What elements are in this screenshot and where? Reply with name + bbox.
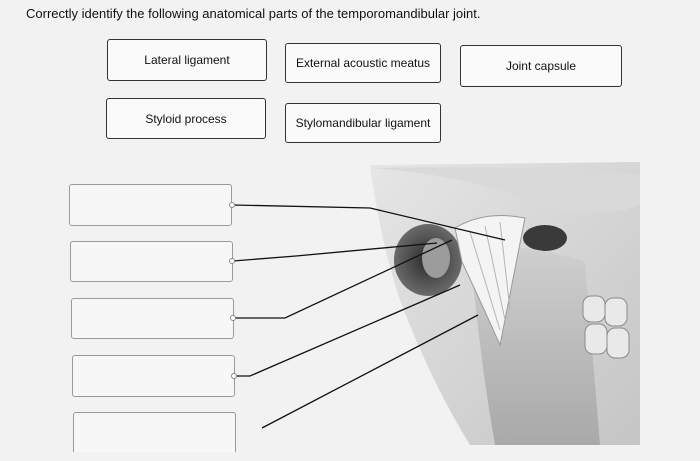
term-external-acoustic-meatus[interactable]: External acoustic meatus bbox=[285, 43, 441, 83]
term-stylomandibular-ligament[interactable]: Stylomandibular ligament bbox=[285, 103, 441, 143]
term-joint-capsule[interactable]: Joint capsule bbox=[460, 45, 622, 87]
drop-target-2[interactable] bbox=[70, 241, 233, 282]
drop-target-4[interactable] bbox=[72, 355, 235, 397]
question-instruction: Correctly identify the following anatomical parts of the temporomandibular joint. bbox=[26, 6, 481, 21]
term-styloid-process[interactable]: Styloid process bbox=[106, 98, 266, 139]
term-lateral-ligament[interactable]: Lateral ligament bbox=[107, 39, 267, 81]
drop-target-1[interactable] bbox=[69, 184, 232, 226]
connector-dot-1 bbox=[229, 202, 235, 208]
connector-dot-2 bbox=[229, 258, 235, 264]
connector-dot-4 bbox=[231, 373, 237, 379]
connector-dot-3 bbox=[230, 315, 236, 321]
drop-target-5[interactable] bbox=[73, 412, 236, 452]
drop-target-3[interactable] bbox=[71, 298, 234, 339]
